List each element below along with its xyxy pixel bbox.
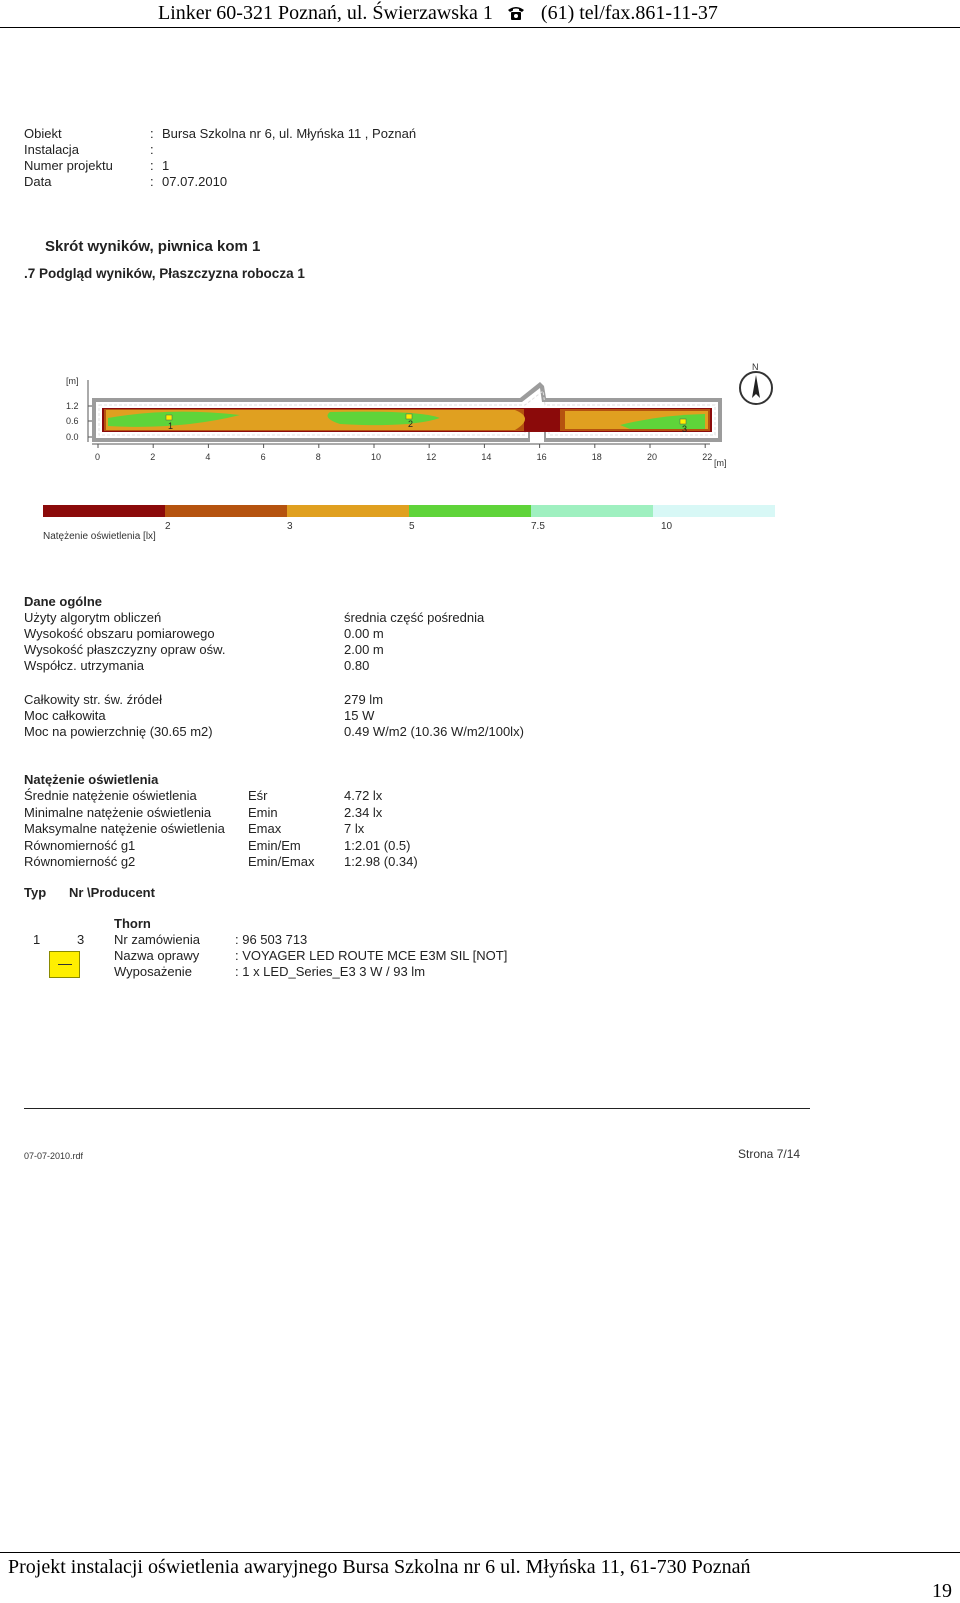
general-value: 0.80 — [344, 658, 370, 673]
legend-tick: 10 — [661, 521, 673, 532]
general-value: 2.00 m — [344, 642, 384, 657]
product-typ: 1 — [33, 932, 41, 947]
north-arrow-icon — [740, 372, 772, 404]
meta-value: Bursa Szkolna nr 6, ul. Młyńska 11 , Poznań — [162, 126, 417, 141]
illum-label: Średnie natężenie oświetlenia — [24, 788, 197, 803]
general-label: Moc na powierzchnię (30.65 m2) — [24, 724, 213, 739]
x-tick-label: 10 — [371, 452, 382, 462]
illum-label: Minimalne natężenie oświetlenia — [24, 804, 212, 820]
general-value: 15 W — [344, 708, 375, 723]
general-label: Użyty algorytm obliczeń — [24, 610, 162, 625]
x-axis-ticks — [95, 444, 712, 462]
illum-symbol: Emin/Em — [248, 837, 301, 853]
illum-value: 1:2.98 (0.34) — [344, 854, 418, 869]
illum-value: 7 lx — [344, 821, 365, 836]
general-value: 279 lm — [344, 692, 384, 707]
illum-label: Maksymalne natężenie oświetlenia — [24, 821, 225, 836]
x-tick-label: 4 — [205, 452, 211, 462]
illuminance-table — [24, 788, 418, 871]
header-phone: (61) tel/fax.861-11-37 — [540, 2, 718, 24]
phone-icon — [506, 4, 528, 27]
legend-swatch — [409, 505, 531, 517]
pdf-footer-file: 07-07-2010.rdf — [24, 1151, 84, 1161]
page-header — [158, 2, 718, 27]
x-tick-label: 20 — [647, 452, 658, 462]
product-value: : 1 x LED_Series_E3 3 W / 93 lm — [235, 964, 426, 979]
x-tick-label: 6 — [260, 452, 266, 462]
legend-tick: 3 — [287, 521, 293, 532]
x-tick-label: 8 — [315, 452, 321, 462]
pdf-footer-rule — [24, 1108, 810, 1109]
general-table-2 — [24, 692, 524, 740]
illum-value: 4.72 lx — [344, 788, 383, 803]
product-table — [114, 932, 507, 980]
legend-tick: 2 — [165, 521, 171, 532]
illuminance-row — [24, 821, 418, 838]
meta-label: Obiekt — [24, 126, 62, 141]
illuminance-plan — [60, 360, 790, 475]
general-value: 0.49 W/m2 (10.36 W/m2/100lx) — [344, 724, 524, 739]
y-unit-label: [m] — [66, 376, 79, 386]
x-unit-label: [m] — [714, 458, 727, 468]
legend-tick: 7.5 — [531, 521, 545, 532]
footer-rule — [0, 1552, 960, 1553]
general-row — [24, 626, 484, 642]
meta-row — [24, 158, 416, 174]
general-label: Moc całkowita — [24, 708, 106, 723]
x-tick-label: 18 — [591, 452, 602, 462]
general-row — [24, 708, 524, 724]
illum-symbol: Eśr — [248, 788, 268, 803]
legend-swatch — [165, 505, 287, 517]
general-row — [24, 610, 484, 626]
y-tick-label: 0.0 — [66, 432, 79, 442]
legend-swatch — [653, 505, 775, 517]
general-label: Wysokość obszaru pomiarowego — [24, 626, 215, 641]
y-tick-label: 1.2 — [66, 401, 79, 411]
illum-symbol: Emin/Emax — [248, 854, 315, 869]
meta-row — [24, 174, 416, 190]
legend-tick: 5 — [409, 521, 415, 532]
legend-swatch — [43, 505, 165, 517]
header-address: Linker 60-321 Poznań, ul. Świerzawska 1 — [158, 2, 493, 24]
product-value: : 96 503 713 — [235, 932, 308, 947]
illuminance-title: Natężenie oświetlenia — [24, 772, 159, 787]
x-tick-label: 22 — [702, 452, 713, 462]
x-tick-label: 12 — [426, 452, 437, 462]
general-label: Współcz. utrzymania — [24, 658, 144, 673]
legend-label: Natężenie oświetlenia [lx] — [43, 531, 156, 542]
illum-value: 1:2.01 (0.5) — [344, 837, 411, 853]
luminaire-label: 3 — [682, 424, 688, 434]
product-row — [114, 948, 507, 964]
general-row — [24, 658, 484, 674]
x-tick-label: 16 — [536, 452, 547, 462]
product-row — [114, 932, 507, 948]
illum-label: Równomierność g2 — [24, 854, 136, 869]
general-label: Wysokość płaszczyzny opraw ośw. — [24, 642, 226, 657]
x-tick-label: 0 — [95, 452, 101, 462]
products-col-nr: Nr \Producent — [69, 885, 155, 900]
general-label: Całkowity str. św. źródeł — [24, 692, 162, 707]
meta-row — [24, 142, 416, 158]
page-footer-text: Projekt instalacji oświetlenia awaryjnego Bursa Szkolna nr 6 ul. Młyńska 11, 61-730 Poznań — [8, 1556, 751, 1578]
luminaire-marker — [166, 415, 172, 420]
general-row — [24, 692, 524, 708]
product-row — [114, 964, 507, 980]
product-label: Wyposażenie — [114, 964, 192, 979]
x-tick-label: 14 — [481, 452, 492, 462]
legend-swatch — [287, 505, 409, 517]
illuminance-row — [24, 788, 418, 805]
product-label: Nazwa oprawy — [114, 948, 200, 963]
illuminance-row — [24, 838, 418, 855]
meta-row — [24, 126, 416, 142]
meta-sep: : — [150, 142, 154, 157]
y-tick-label: 0.6 — [66, 416, 79, 426]
meta-label: Numer projektu — [24, 158, 113, 173]
illum-symbol: Emin — [248, 804, 278, 820]
section-title: Skrót wyników, piwnica kom 1 — [45, 238, 261, 255]
meta-sep: : — [150, 126, 154, 141]
luminaire-label: 1 — [168, 421, 174, 431]
illuminance-row — [24, 854, 418, 871]
general-title: Dane ogólne — [24, 594, 103, 609]
section-subtitle: .7 Podgląd wyników, Płaszczyzna robocza 1 — [24, 266, 305, 281]
general-row — [24, 642, 484, 658]
luminaire-label: 2 — [408, 419, 414, 429]
luminaire-symbol-icon — [49, 951, 80, 978]
north-label: N — [752, 362, 759, 372]
illuminance-row — [24, 805, 418, 822]
meta-sep: : — [150, 158, 154, 173]
meta-value: 1 — [162, 158, 170, 173]
meta-value: 07.07.2010 — [162, 174, 228, 189]
illum-value: 2.34 lx — [344, 804, 383, 820]
product-label: Nr zamówienia — [114, 932, 200, 947]
legend-swatch — [531, 505, 653, 517]
project-meta — [24, 126, 416, 190]
meta-label: Data — [24, 174, 52, 189]
illum-label: Równomierność g1 — [24, 837, 136, 853]
header-rule — [0, 27, 960, 28]
x-tick-label: 2 — [150, 452, 156, 462]
meta-label: Instalacja — [24, 142, 79, 157]
general-value: średnia część pośrednia — [344, 610, 485, 625]
meta-sep: : — [150, 174, 154, 189]
product-nr: 3 — [77, 932, 85, 947]
general-value: 0.00 m — [344, 626, 384, 641]
illum-symbol: Emax — [248, 821, 282, 836]
general-table — [24, 610, 484, 674]
pdf-footer-page: Strona 7/14 — [738, 1147, 801, 1161]
page-number: 19 — [932, 1580, 952, 1602]
general-row — [24, 724, 524, 740]
product-producer: Thorn — [114, 916, 151, 931]
product-value: : VOYAGER LED ROUTE MCE E3M SIL [NOT] — [235, 948, 508, 963]
products-col-typ: Typ — [24, 885, 47, 900]
